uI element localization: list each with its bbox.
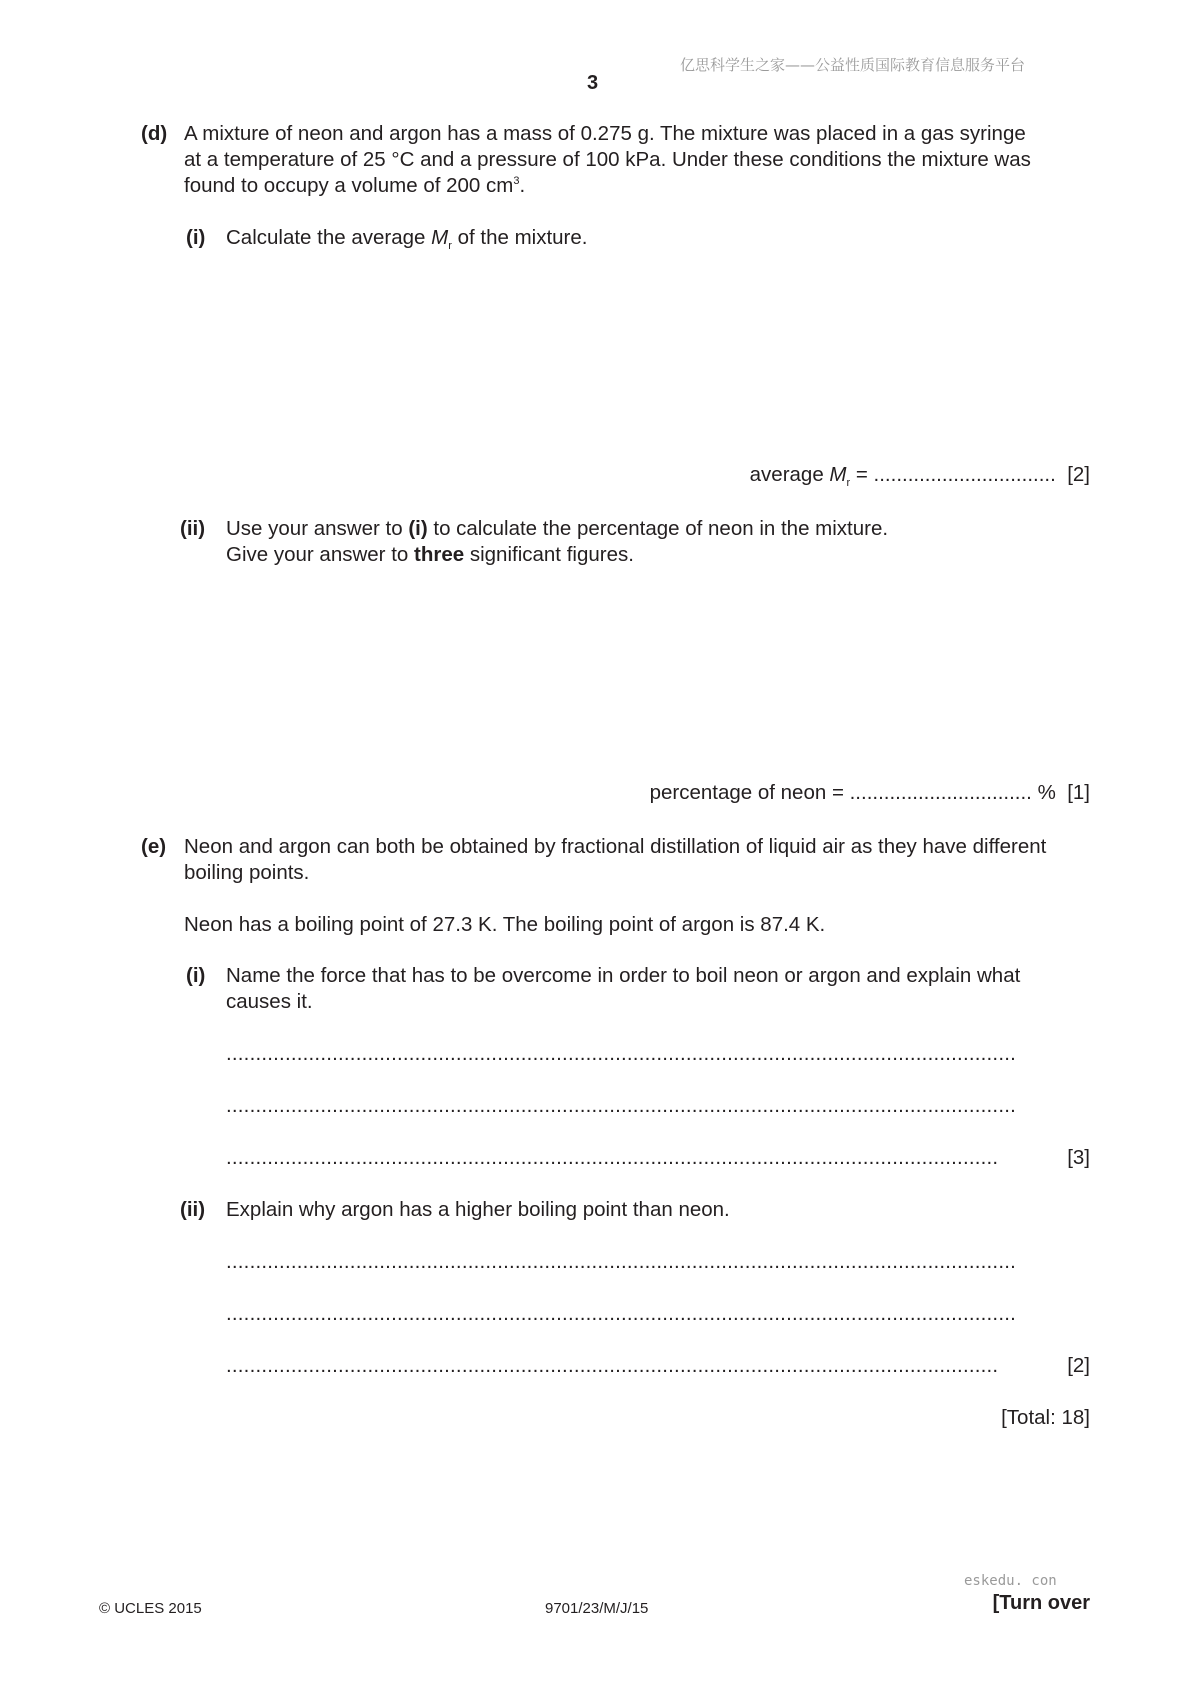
part-e-i-question: Name the force that has to be overcome in order to boil neon or argon and explain what causes it. (226, 964, 1021, 1013)
part-d-i-question: Calculate the average $M_r$ of the mixture. (226, 226, 588, 252)
part-d-line-1: A mixture of neon and argon has a mass of 0.275 g. The mixture was placed in a gas syringe (184, 122, 1026, 145)
part-e-stem (184, 834, 1090, 938)
question-total: [Total: 18] (1001, 1406, 1090, 1429)
part-e-ii-answer-line-1[interactable]: ...................................................................................................................................... (226, 1250, 1017, 1273)
superscript-3: 3 (513, 175, 520, 187)
part-d-ii-answer-line[interactable]: percentage of neon = ................................ % [1] (649, 781, 1090, 804)
part-e-i-label: (i) (186, 964, 206, 987)
turn-over: [Turn over (992, 1592, 1090, 1614)
part-d-i-marks: [2] (1067, 463, 1090, 486)
part-d-line-2: at a temperature of 25 °C and a pressure of 100 kPa. Under these conditions the mixture was (184, 148, 1031, 171)
part-e-i-marks: [3] (1067, 1146, 1090, 1169)
part-e-ii-marks: [2] (1067, 1354, 1090, 1377)
part-e-label: (e) (141, 835, 167, 858)
part-d-i-label: (i) (186, 226, 206, 249)
watermark-text: 亿思科学生之家——公益性质国际教育信息服务平台 (680, 56, 1026, 74)
part-e-line-1: Neon and argon can both be obtained by fractional distillation of liquid air as they have different (184, 835, 1047, 858)
part-e-line-2: boiling points. (184, 861, 310, 884)
paper-code: 9701/23/M/J/15 (545, 1600, 649, 1617)
part-e-i-answer-line-1[interactable]: ...................................................................................................................................... (226, 1042, 1017, 1065)
part-d-ii-label: (ii) (180, 517, 206, 540)
part-d-i-answer-line[interactable]: average $M_r$ = ................................ [2] (749, 463, 1090, 489)
part-e-i-answer-line-2[interactable]: ...................................................................................................................................... (226, 1094, 1017, 1117)
part-e-i-answer-line-3[interactable]: ................................................................................................................................... [3] (226, 1146, 1090, 1169)
part-e-ii-answer-line-3[interactable]: ................................................................................................................................... [2] (226, 1354, 1090, 1377)
part-d-stem (184, 121, 1090, 202)
part-e-line-3: Neon has a boiling point of 27.3 K. The boiling point of argon is 87.4 K. (184, 913, 826, 936)
copyright: © UCLES 2015 (99, 1600, 202, 1617)
page-number: 3 (587, 72, 599, 94)
part-e-ii-answer-line-2[interactable]: ...................................................................................................................................... (226, 1302, 1017, 1325)
part-d-ii-question: Use your answer to (i) to calculate the percentage of neon in the mixture. Give your answer to three significant figures. (226, 517, 889, 566)
part-d-label: (d) (141, 122, 168, 145)
part-e-ii-label: (ii) (180, 1198, 206, 1221)
part-e-ii-question: Explain why argon has a higher boiling point than neon. (226, 1198, 730, 1221)
part-d-line-3: found to occupy a volume of 200 $cm^3$. (184, 174, 526, 197)
site-watermark: eskedu. con (964, 1573, 1057, 1589)
part-d-ii-marks: [1] (1067, 781, 1090, 804)
